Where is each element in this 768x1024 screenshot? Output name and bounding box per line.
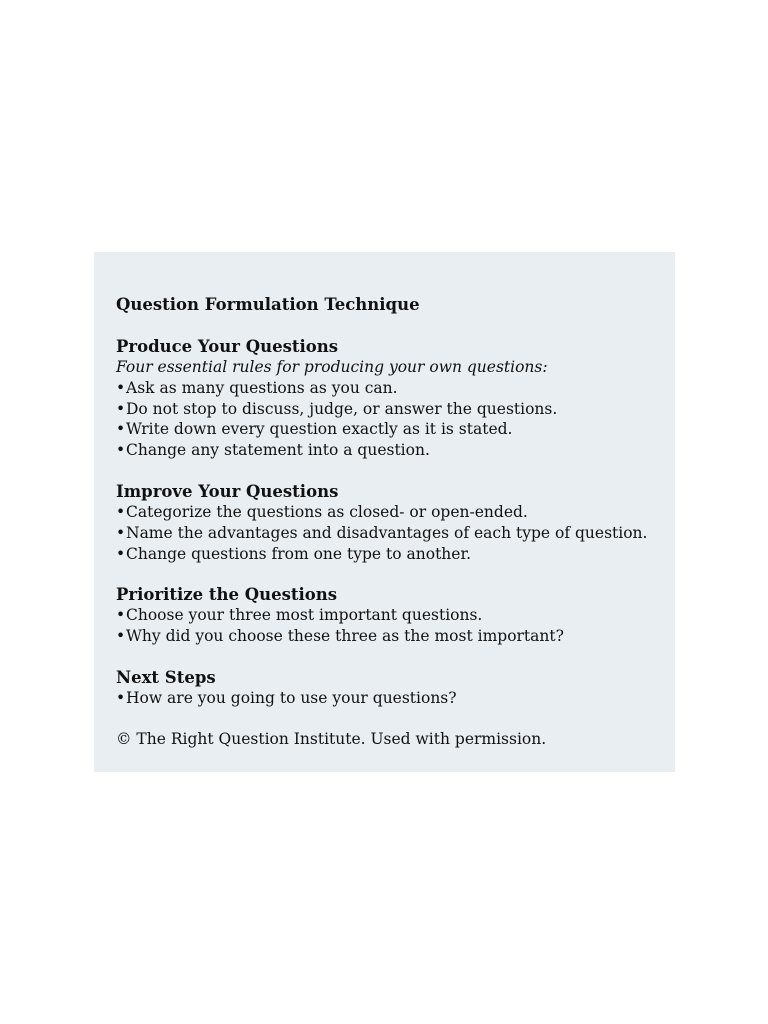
list-item-text: Change questions from one type to another. [126, 544, 472, 563]
list-item-text: Categorize the questions as closed- or open-ended. [126, 502, 528, 521]
document-title: Question Formulation Technique [116, 295, 420, 314]
bullet-icon: • [116, 399, 126, 418]
bullet-icon: • [116, 544, 126, 563]
section-prioritize [116, 584, 675, 647]
list-item-text: Name the advantages and disadvantages of each type of question. [126, 523, 648, 542]
qft-card [94, 252, 675, 772]
list-item-text: Change any statement into a question. [126, 441, 430, 460]
list-item [116, 544, 675, 565]
section-next-steps [116, 667, 675, 709]
list-item-text: Do not stop to discuss, judge, or answer the questions. [126, 399, 558, 418]
list-item-text: Write down every question exactly as it is stated. [126, 420, 513, 439]
section-heading: Prioritize the Questions [116, 585, 338, 605]
bullet-icon: • [116, 688, 126, 707]
bullet-icon: • [116, 441, 126, 460]
list-item [116, 626, 675, 647]
list-item [116, 440, 675, 461]
section-intro: Four essential rules for producing your own questions: [116, 358, 548, 376]
list-item [116, 419, 675, 440]
bullet-icon: • [116, 627, 126, 646]
list-item-text: Ask as many questions as you can. [126, 378, 398, 397]
section-heading: Next Steps [116, 667, 216, 687]
bullet-icon: • [116, 502, 126, 521]
list-item [116, 605, 675, 626]
list-item [116, 378, 675, 399]
list-item-text: How are you going to use your questions? [126, 688, 457, 707]
bullet-icon: • [116, 606, 126, 625]
section-produce [116, 336, 675, 461]
bullet-icon: • [116, 420, 126, 439]
list-item-text: Why did you choose these three as the most important? [126, 627, 564, 646]
list-item [116, 688, 675, 709]
section-improve [116, 481, 675, 564]
list-item [116, 399, 675, 420]
bullet-icon: • [116, 523, 126, 542]
list-item [116, 523, 675, 544]
section-heading: Produce Your Questions [116, 337, 339, 356]
copyright-notice: © The Right Question Institute. Used with permission. [116, 729, 547, 748]
section-heading: Improve Your Questions [116, 481, 339, 501]
bullet-icon: • [116, 378, 126, 397]
list-item-text: Choose your three most important questions. [126, 606, 483, 625]
list-item [116, 502, 675, 523]
